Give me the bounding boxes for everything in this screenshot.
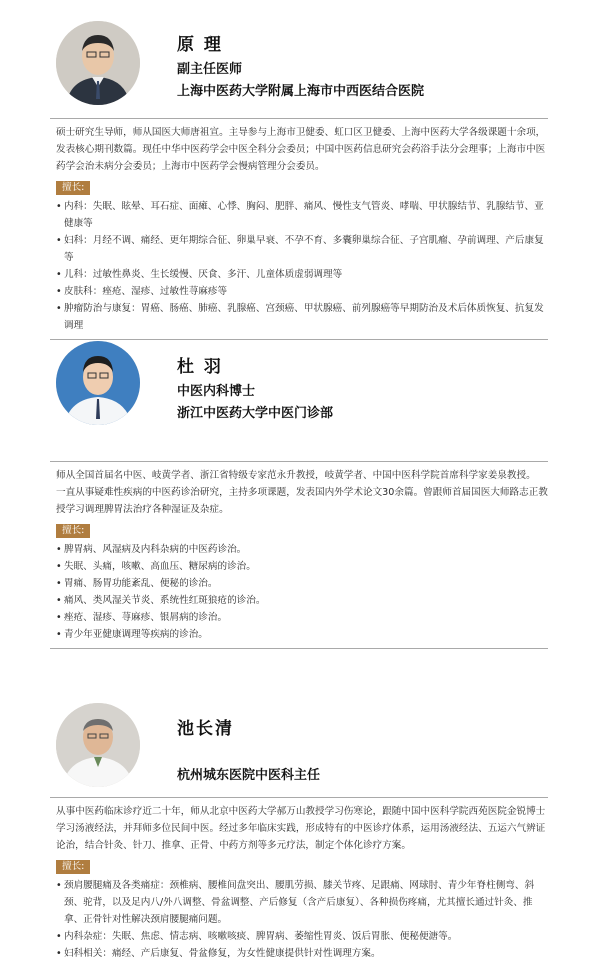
list-item: • 痤疮、湿疹、荨麻疹、银屑病的诊治。 — [56, 609, 548, 626]
doctor-name: 原 理 — [177, 35, 223, 55]
list-item: • 皮肤科：痤疮、湿疹、过敏性荨麻疹等 — [56, 283, 548, 300]
specialty-tag: 擅长: — [56, 860, 90, 874]
list-item: • 妇科相关：痛经、产后康复、骨盆修复，为女性健康提供针对性调理方案。 — [56, 945, 548, 962]
doctor-photo — [56, 703, 140, 787]
doctor-hospital: 上海中医药大学附属上海市中西医结合医院 — [177, 84, 425, 99]
specialty-list — [56, 198, 548, 334]
list-item: • 胃痛、肠胃功能紊乱、便秘的诊治。 — [56, 575, 548, 592]
doctor-detail-card — [50, 118, 548, 340]
list-item: • 肿瘤防治与康复：胃癌、肠癌、肺癌、乳腺癌、宫颈癌、甲状腺癌、前列腺癌等早期防治及术后体质恢复、抗复发调理 — [56, 300, 548, 334]
specialty-list — [56, 541, 548, 643]
list-item: • 青少年亚健康调理等疾病的诊治。 — [56, 626, 548, 643]
doctor-title: 中医内科博士 — [177, 384, 256, 399]
specialty-tag: 擅长: — [56, 181, 90, 195]
doctor-hospital: 浙江中医药大学中医门诊部 — [177, 406, 334, 421]
list-item: • 儿科：过敏性鼻炎、生长缓慢、厌食、多汗、儿童体质虚弱调理等 — [56, 266, 548, 283]
list-item: • 颈肩腰腿痛及各类痛症：颈椎病、腰椎间盘突出、腰肌劳损、膝关节疼、足跟痛、网球肘、青少年脊柱侧弯、斜颈、驼背，以及足内八/外八调整、骨盆调整、产后修复（含产后康复）、各种损伤疼痛，尤其擅长通过针灸、推拿、正骨针对性解决颈肩腰腿痛问题。 — [56, 877, 548, 928]
doctor-intro: 师从全国首届名中医、岐黄学者、浙江省特级专家范永升教授，岐黄学者、中国中医科学院首席科学家姜泉教授。 一直从事疑难性疾病的中医药诊治研究，主持多项课题，发表国内外学术论文30余篇。曾跟师首届国医大师路志正教授学习调理脾胃法治疗各种湿证及杂症。 — [56, 470, 548, 515]
doctor-name: 池长清 — [177, 719, 234, 739]
specialty-list — [56, 877, 548, 962]
list-item: • 脾胃病、风湿病及内科杂病的中医药诊治。 — [56, 541, 548, 558]
list-item: • 痛风、类风湿关节炎、系统性红斑狼疮的诊治。 — [56, 592, 548, 609]
doctor-title: 副主任医师 — [177, 62, 243, 77]
list-item: • 内科杂症：失眠、焦虑、情志病、咳嗽咳痰、脾胃病、萎缩性胃炎、饭后胃胀、便秘便溏等。 — [56, 928, 548, 945]
doctor-detail-card — [50, 461, 548, 649]
list-item: • 内科：失眠、眩晕、耳石症、面瘫、心悸、胸闷、肥胖、痛风、慢性支气管炎、哮喘、甲状腺结节、乳腺结节、亚健康等 — [56, 198, 548, 232]
doctor-intro: 硕士研究生导师，师从国医大师唐祖宣。主导参与上海市卫健委、虹口区卫健委、上海中医药大学各级课题十余项，发表核心期刊数篇。现任中华中医药学会中医全科分会委员；中国中医药信息研究会药浴手法分会理事；上海市中医药学会治未病分会委员；上海市中医药学会慢病管理分会委员。 — [56, 127, 546, 172]
doctor-intro: 从事中医药临床诊疗近二十年，师从北京中医药大学郝万山教授学习伤寒论，跟随中国中医科学院西苑医院金锐博士学习汤液经法，并拜师多位民间中医。经过多年临床实践，形成特有的中医诊疗体系，运用汤液经法、五运六气辨证论治，结合针灸、针刀、推拿、正骨、中药方剂等多元疗法，制定个体化诊疗方案。 — [56, 806, 546, 851]
list-item: • 失眠、头痛，咳嗽、高血压、糖尿病的诊治。 — [56, 558, 548, 575]
doctor-hospital: 杭州城东医院中医科主任 — [177, 768, 321, 783]
doctor-name: 杜 羽 — [177, 357, 223, 377]
doctor-photo — [56, 341, 140, 425]
list-item: • 妇科：月经不调、痛经、更年期综合征、卵巢早衰、不孕不育、多囊卵巢综合征、子宫肌瘤、孕前调理、产后康复等 — [56, 232, 548, 266]
doctor-photo — [56, 21, 140, 105]
doctor-detail-card — [50, 797, 548, 967]
specialty-tag: 擅长: — [56, 524, 90, 538]
doctor-title — [177, 743, 320, 765]
